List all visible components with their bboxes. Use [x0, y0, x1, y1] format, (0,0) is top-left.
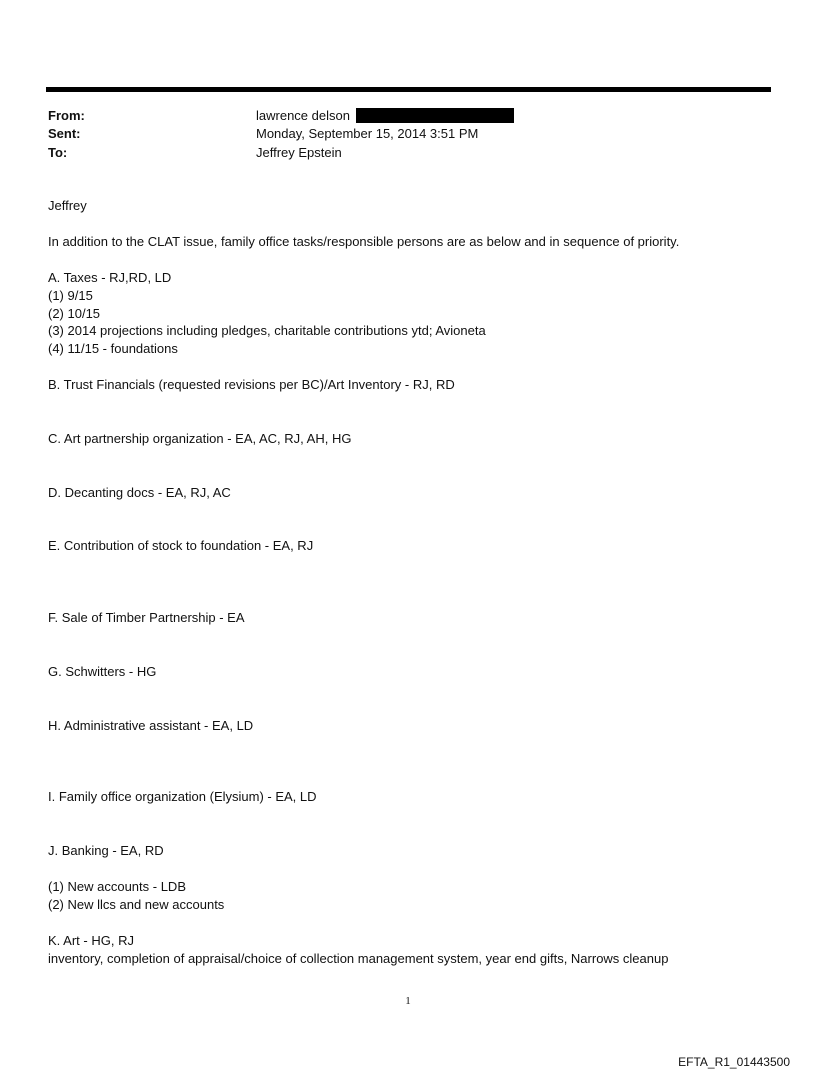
item-j-sub-1: (1) New accounts - LDB [48, 879, 186, 894]
item-b: B. Trust Financials (requested revisions per BC)/Art Inventory - RJ, RD [48, 377, 455, 392]
greeting: Jeffrey [48, 198, 87, 213]
item-j-sub-2: (2) New llcs and new accounts [48, 897, 225, 912]
item-a-sub-3: (3) 2014 projections including pledges, charitable contributions ytd; Avioneta [48, 323, 486, 338]
item-a-sub-4: (4) 11/15 - foundations [48, 341, 178, 356]
item-e: E. Contribution of stock to foundation - EA, RJ [48, 538, 314, 553]
from-label: From: [48, 108, 85, 123]
item-k: K. Art - HG, RJ [48, 933, 134, 948]
item-h: H. Administrative assistant - EA, LD [48, 718, 254, 733]
intro-paragraph: In addition to the CLAT issue, family office tasks/responsible persons are as below and in sequence of priority. [48, 234, 680, 249]
item-j: J. Banking - EA, RD [48, 843, 164, 858]
item-a-sub-1: (1) 9/15 [48, 288, 93, 303]
item-a-sub-2: (2) 10/15 [48, 306, 101, 321]
redaction-bar [356, 108, 514, 123]
item-a-title: A. Taxes - RJ,RD, LD [48, 270, 172, 285]
item-k-detail: inventory, completion of appraisal/choice of collection management system, year end gifts, Narrows cleanup [48, 951, 669, 966]
item-i: I. Family office organization (Elysium) - EA, LD [48, 789, 317, 804]
header-rule [46, 87, 771, 92]
page-number: 1 [405, 995, 411, 1007]
document-id: EFTA_R1_01443500 [678, 1055, 790, 1069]
item-g: G. Schwitters - HG [48, 664, 157, 679]
to-label: To: [48, 145, 68, 160]
to-value: Jeffrey Epstein [256, 145, 342, 160]
sender-name: lawrence delson [256, 108, 350, 123]
item-c: C. Art partnership organization - EA, AC, RJ, AH, HG [48, 431, 352, 446]
item-f: F. Sale of Timber Partnership - EA [48, 610, 245, 625]
from-value [256, 107, 514, 125]
sent-label: Sent: [48, 126, 81, 141]
item-d: D. Decanting docs - EA, RJ, AC [48, 485, 231, 500]
sent-value: Monday, September 15, 2014 3:51 PM [256, 126, 479, 141]
